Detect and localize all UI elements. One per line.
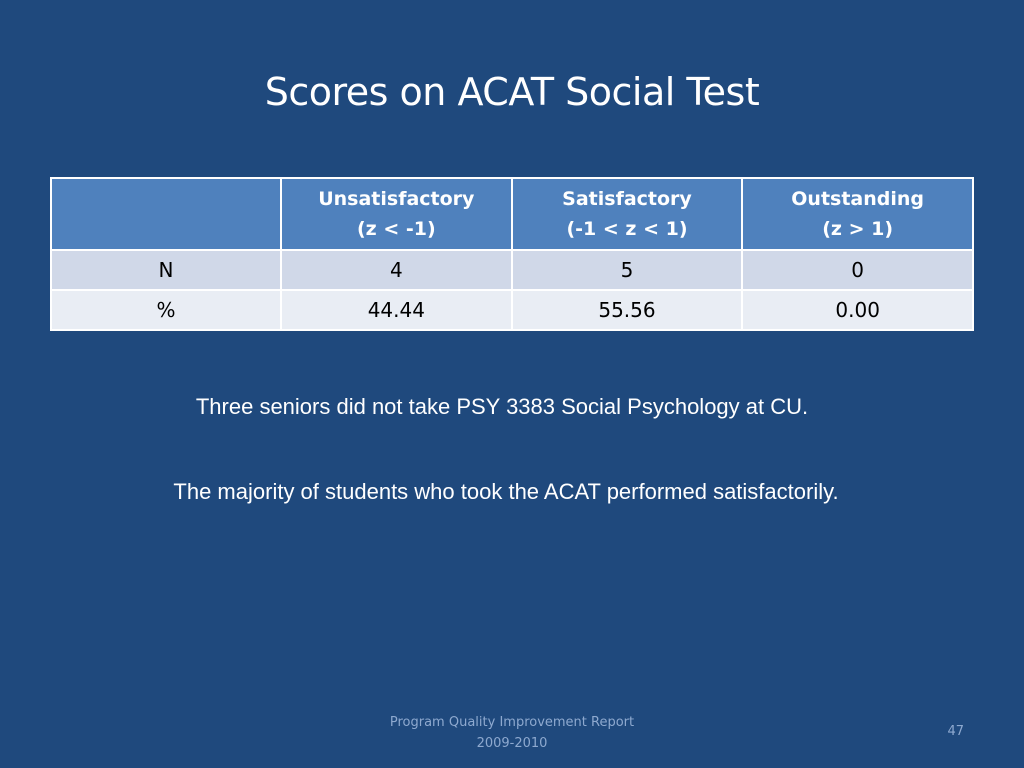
cell-satisfactory: 5 [512,250,743,290]
footer-report-title: Program Quality Improvement Report [389,715,635,730]
header-cell-outstanding [742,178,973,250]
row-label: N [51,250,281,290]
page-number: 47 [947,724,964,739]
cell-satisfactory: 55.56 [512,290,743,330]
scores-table [50,177,974,331]
table-row-percent [51,290,973,330]
note-seniors: Three seniors did not take PSY 3383 Social Psychology at CU. [195,394,809,419]
footer-year: 2009-2010 [476,736,548,751]
slide-footer [332,712,692,754]
header-cell-empty [51,178,281,250]
cell-outstanding: 0 [742,250,973,290]
row-label: % [51,290,281,330]
table-header-row [51,178,973,250]
header-sublabel: (-1 < z < 1) [566,218,688,240]
header-cell-satisfactory [512,178,743,250]
cell-outstanding: 0.00 [742,290,973,330]
cell-unsatisfactory: 4 [281,250,512,290]
slide-title: Scores on ACAT Social Test [264,70,760,114]
header-label: Satisfactory [562,188,692,210]
table-row-n [51,250,973,290]
header-cell-unsatisfactory [281,178,512,250]
header-label: Outstanding [791,188,925,210]
header-sublabel: (z > 1) [822,218,894,240]
header-sublabel: (z < -1) [356,218,436,240]
header-label: Unsatisfactory [318,188,475,210]
cell-unsatisfactory: 44.44 [281,290,512,330]
note-majority: The majority of students who took the ACAT performed satisfactorily. [173,479,839,504]
